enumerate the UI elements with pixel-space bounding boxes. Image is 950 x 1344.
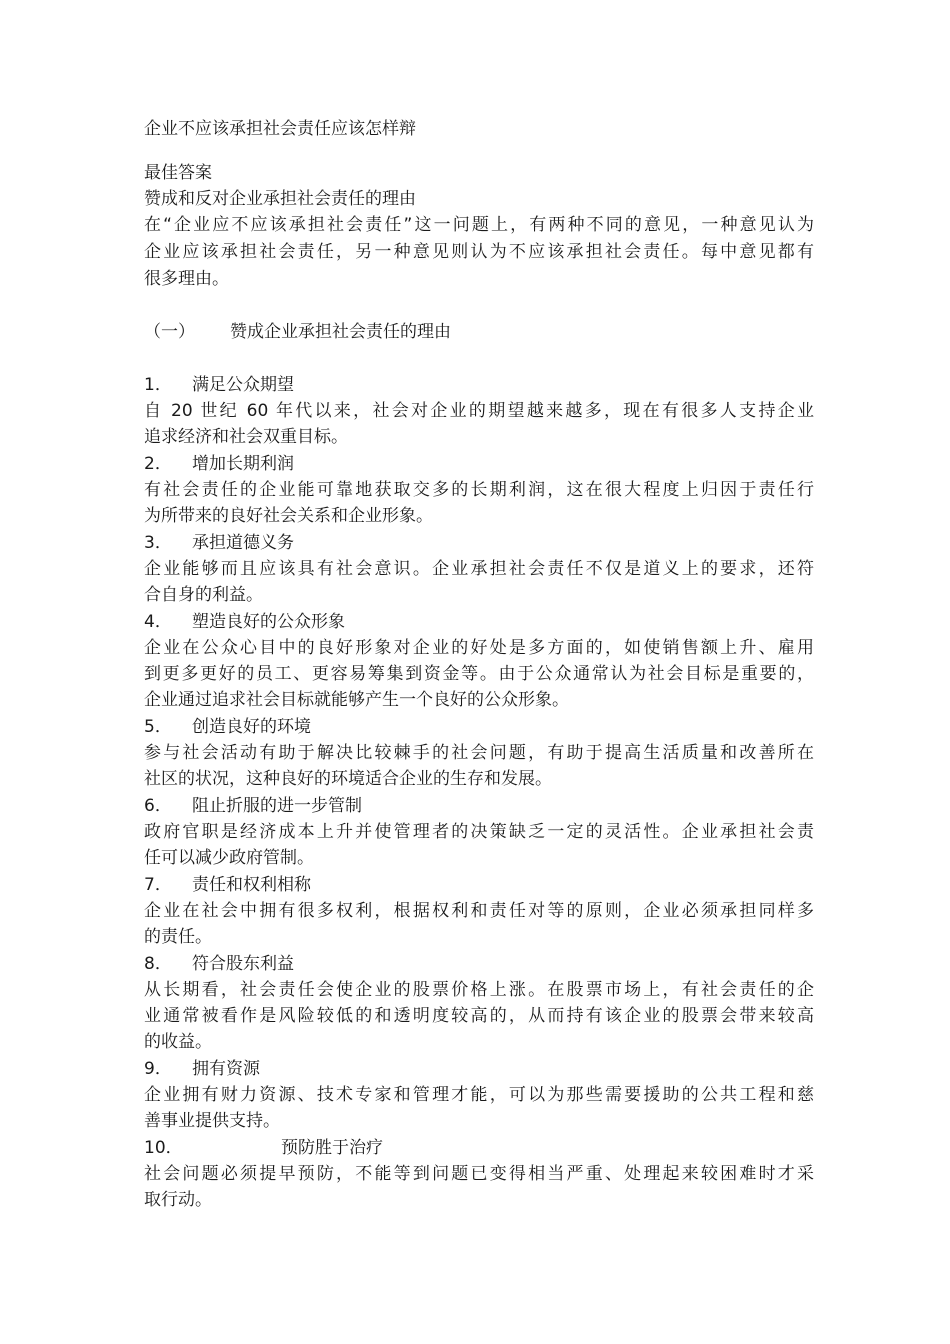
- list-item-heading: [144, 530, 814, 556]
- item-body-line: 的责任。: [144, 927, 212, 947]
- item-body-line: 任可以减少政府管制。: [144, 848, 314, 868]
- list-item-heading: [144, 372, 814, 398]
- item-body-line: 取行动。: [144, 1190, 212, 1210]
- list-item-heading: [144, 714, 814, 740]
- item-title: 塑造良好的公众形象: [192, 612, 345, 632]
- list-item-heading: [144, 793, 814, 819]
- item-number: 5．: [144, 717, 172, 737]
- intro-line: 企业应该承担社会责任，另一种意见则认为不应该承担社会责任。每中意见都有: [144, 242, 814, 262]
- item-body-line: 企业能够而且应该具有社会意识。企业承担社会责任不仅是道义上的要求，还符: [144, 559, 814, 579]
- item-body-line: 从长期看，社会责任会使企业的股票价格上涨。在股票市场上，有社会责任的企: [144, 980, 814, 1000]
- item-body-line: 参与社会活动有助于解决比较棘手的社会问题，有助于提高生活质量和改善所在: [144, 743, 814, 763]
- item-title: 预防胜于治疗: [281, 1138, 383, 1158]
- list-item-heading: [144, 872, 814, 898]
- intro-line: 在“企业应不应该承担社会责任”这一问题上，有两种不同的意见，一种意见认为: [144, 215, 814, 235]
- item-title: 拥有资源: [192, 1059, 260, 1079]
- item-body-line: 企业在公众心目中的良好形象对企业的好处是多方面的，如使销售额上升、雇用: [144, 638, 814, 658]
- item-number: 6．: [144, 796, 172, 816]
- item-body-line: 追求经济和社会双重目标。: [144, 427, 348, 447]
- list-item-heading: [144, 451, 814, 477]
- item-number: 7．: [144, 875, 172, 895]
- list-item-heading: [144, 1056, 814, 1082]
- item-number: 3．: [144, 533, 172, 553]
- item-number: 9．: [144, 1059, 172, 1079]
- item-title: 增加长期利润: [192, 454, 294, 474]
- section-title: 赞成企业承担社会责任的理由: [230, 322, 451, 342]
- list-item-heading: [144, 609, 814, 635]
- item-title: 承担道德义务: [192, 533, 294, 553]
- item-number: 1．: [144, 375, 172, 395]
- item-number: 8．: [144, 954, 172, 974]
- section-number: （一）: [144, 322, 195, 342]
- section-heading: [144, 319, 814, 345]
- item-body-line: 为所带来的良好社会关系和企业形象。: [144, 506, 433, 526]
- item-number: 4．: [144, 612, 172, 632]
- item-body-line: 的收益。: [144, 1032, 212, 1052]
- best-answer-label: 最佳答案: [144, 163, 212, 183]
- item-body-line: 到更多更好的员工、更容易筹集到资金等。由于公众通常认为社会目标是重要的，: [144, 664, 814, 684]
- item-title: 符合股东利益: [192, 954, 294, 974]
- item-number: 2．: [144, 454, 172, 474]
- item-body-line: 自 20 世纪 60 年代以来，社会对企业的期望越来越多，现在有很多人支持企业: [144, 401, 814, 421]
- item-body-line: 企业在社会中拥有很多权利，根据权利和责任对等的原则，企业必须承担同样多: [144, 901, 814, 921]
- item-body-line: 合自身的利益。: [144, 585, 263, 605]
- document-title: 企业不应该承担社会责任应该怎样辩: [144, 119, 416, 139]
- item-body-line: 社区的状况，这种良好的环境适合企业的生存和发展。: [144, 769, 552, 789]
- item-title: 创造良好的环境: [192, 717, 311, 737]
- list-item-heading: [144, 951, 814, 977]
- item-body-line: 善事业提供支持。: [144, 1111, 280, 1131]
- item-title: 责任和权利相称: [192, 875, 311, 895]
- item-body-line: 有社会责任的企业能可靠地获取交多的长期利润，这在很大程度上归因于责任行: [144, 480, 814, 500]
- intro-line: 很多理由。: [144, 269, 229, 289]
- item-body-line: 政府官职是经济成本上升并使管理者的决策缺乏一定的灵活性。企业承担社会责: [144, 822, 814, 842]
- item-body-line: 企业通过追求社会目标就能够产生一个良好的公众形象。: [144, 690, 569, 710]
- list-item-heading: [144, 1135, 814, 1161]
- item-title: 满足公众期望: [192, 375, 294, 395]
- item-body-line: 企业拥有财力资源、技术专家和管理才能，可以为那些需要援助的公共工程和慈: [144, 1085, 814, 1105]
- item-title: 阻止折服的进一步管制: [192, 796, 362, 816]
- answer-subtitle: 赞成和反对企业承担社会责任的理由: [144, 189, 416, 209]
- item-body-line: 业通常被看作是风险较低的和透明度较高的，从而持有该企业的股票会带来较高: [144, 1006, 814, 1026]
- item-number: 10．: [144, 1138, 183, 1158]
- item-body-line: 社会问题必须提早预防，不能等到问题已变得相当严重、处理起来较困难时才采: [144, 1164, 814, 1184]
